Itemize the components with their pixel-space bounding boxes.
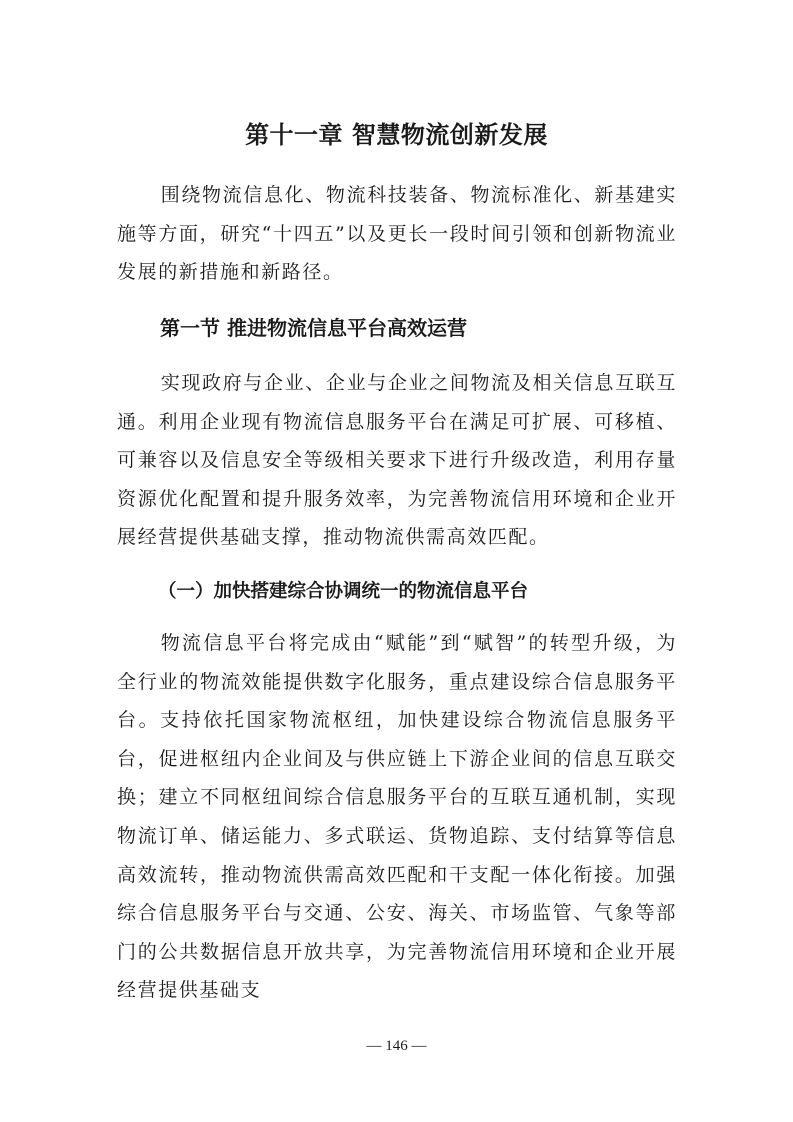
subsection-title: （一）加快搭建综合协调统一的物流信息平台 — [158, 581, 529, 602]
subsection-paragraph: 物流信息平台将完成由“赋能”到“赋智”的转型升级，为全行业的物流效能提供数字化服务，重点建设综合信息服务平台。支持依托国家物流枢纽，加快建设综合物流信息服务平台，促进枢纽内企业间及与供应链上下游企业间的信息互联交换；建立不同枢纽间综合信息服务平台的互联互通机制，实现物流订单、储运能力、多式联运、货物追踪、支付结算等信息高效流转，推动物流供需高效匹配和干支配一体化衔接。加强综合信息服务平台与交通、公安、海关、市场监管、气象等部门的公共数据信息开放共享，为完善物流信用环境和企业开展经营提供基础支 — [117, 632, 677, 1002]
intro-paragraph: 围绕物流信息化、物流科技装备、物流标准化、新基建实施等方面，研究“十四五”以及更长一段时间引领和创新物流业发展的新措施和新路径。 — [117, 184, 677, 284]
page-number: — 146 — — [366, 1038, 427, 1054]
section-title: 第一节 推进物流信息平台高效运营 — [160, 316, 467, 340]
chapter-title: 第十一章 智慧物流创新发展 — [245, 121, 548, 149]
section-paragraph: 实现政府与企业、企业与企业之间物流及相关信息互联互通。利用企业现有物流信息服务平台在满足可扩展、可移植、可兼容以及信息安全等级相关要求下进行升级改造，利用存量资源优化配置和提升服务效率，为完善物流信用环境和企业开展经营提供基础支撑，推动物流供需高效匹配。 — [117, 372, 677, 549]
